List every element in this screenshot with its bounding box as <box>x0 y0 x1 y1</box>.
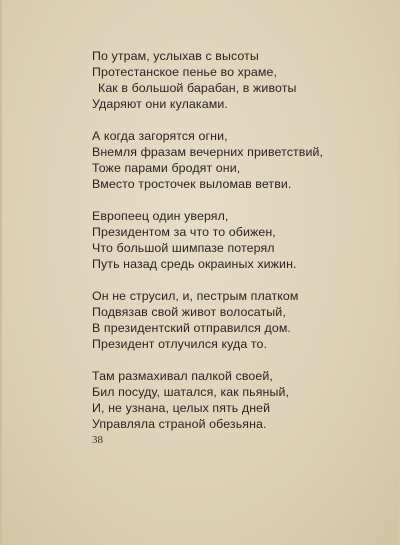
poem-line: Он не струсил, и, пестрым платком <box>92 289 299 303</box>
stanza-5 <box>92 368 382 432</box>
poem-line: Европеец один уверял, <box>92 209 229 223</box>
poem-line: Протестанское пенье во храме, <box>92 65 278 79</box>
stanza-1 <box>92 48 382 112</box>
poem-line: Тоже парами бродят они, <box>92 161 241 175</box>
poem-line: Президент отлучился куда то. <box>92 337 268 351</box>
poem-line: Управляла страной обезьяна. <box>92 417 267 431</box>
poem-line: Путь назад средь окраиных хижин. <box>92 257 297 271</box>
stanza-4 <box>92 288 382 352</box>
poem-line: Бил посуду, шатался, как пьяный, <box>92 385 290 399</box>
poem-line: Подвязав свой живот волосатый, <box>92 305 286 319</box>
poem-line: Ударяют они кулаками. <box>92 97 228 111</box>
stanza-2 <box>92 128 382 192</box>
poem-line: В президентский отправился дом. <box>92 321 291 335</box>
poem-text <box>92 48 382 448</box>
page-number: 38 <box>92 434 103 446</box>
stanza-3 <box>92 208 382 272</box>
poem-line: Там размахивал палкой своей, <box>92 369 273 383</box>
poem-line: Президентом за что то обижен, <box>92 225 276 239</box>
poem-line: По утрам, услыхав с высоты <box>92 49 259 63</box>
poem-line: И, не узнана, целых пять дней <box>92 401 271 415</box>
poem-line: Что большой шимпазе потерял <box>92 241 275 255</box>
poem-line: Внемля фразам вечерних приветствий, <box>92 145 324 159</box>
poem-line: А когда загорятся огни, <box>92 129 228 143</box>
poem-line: Вместо тросточек выломав ветви. <box>92 177 292 191</box>
poem-line: Как в большой барабан, в животы <box>98 81 297 95</box>
